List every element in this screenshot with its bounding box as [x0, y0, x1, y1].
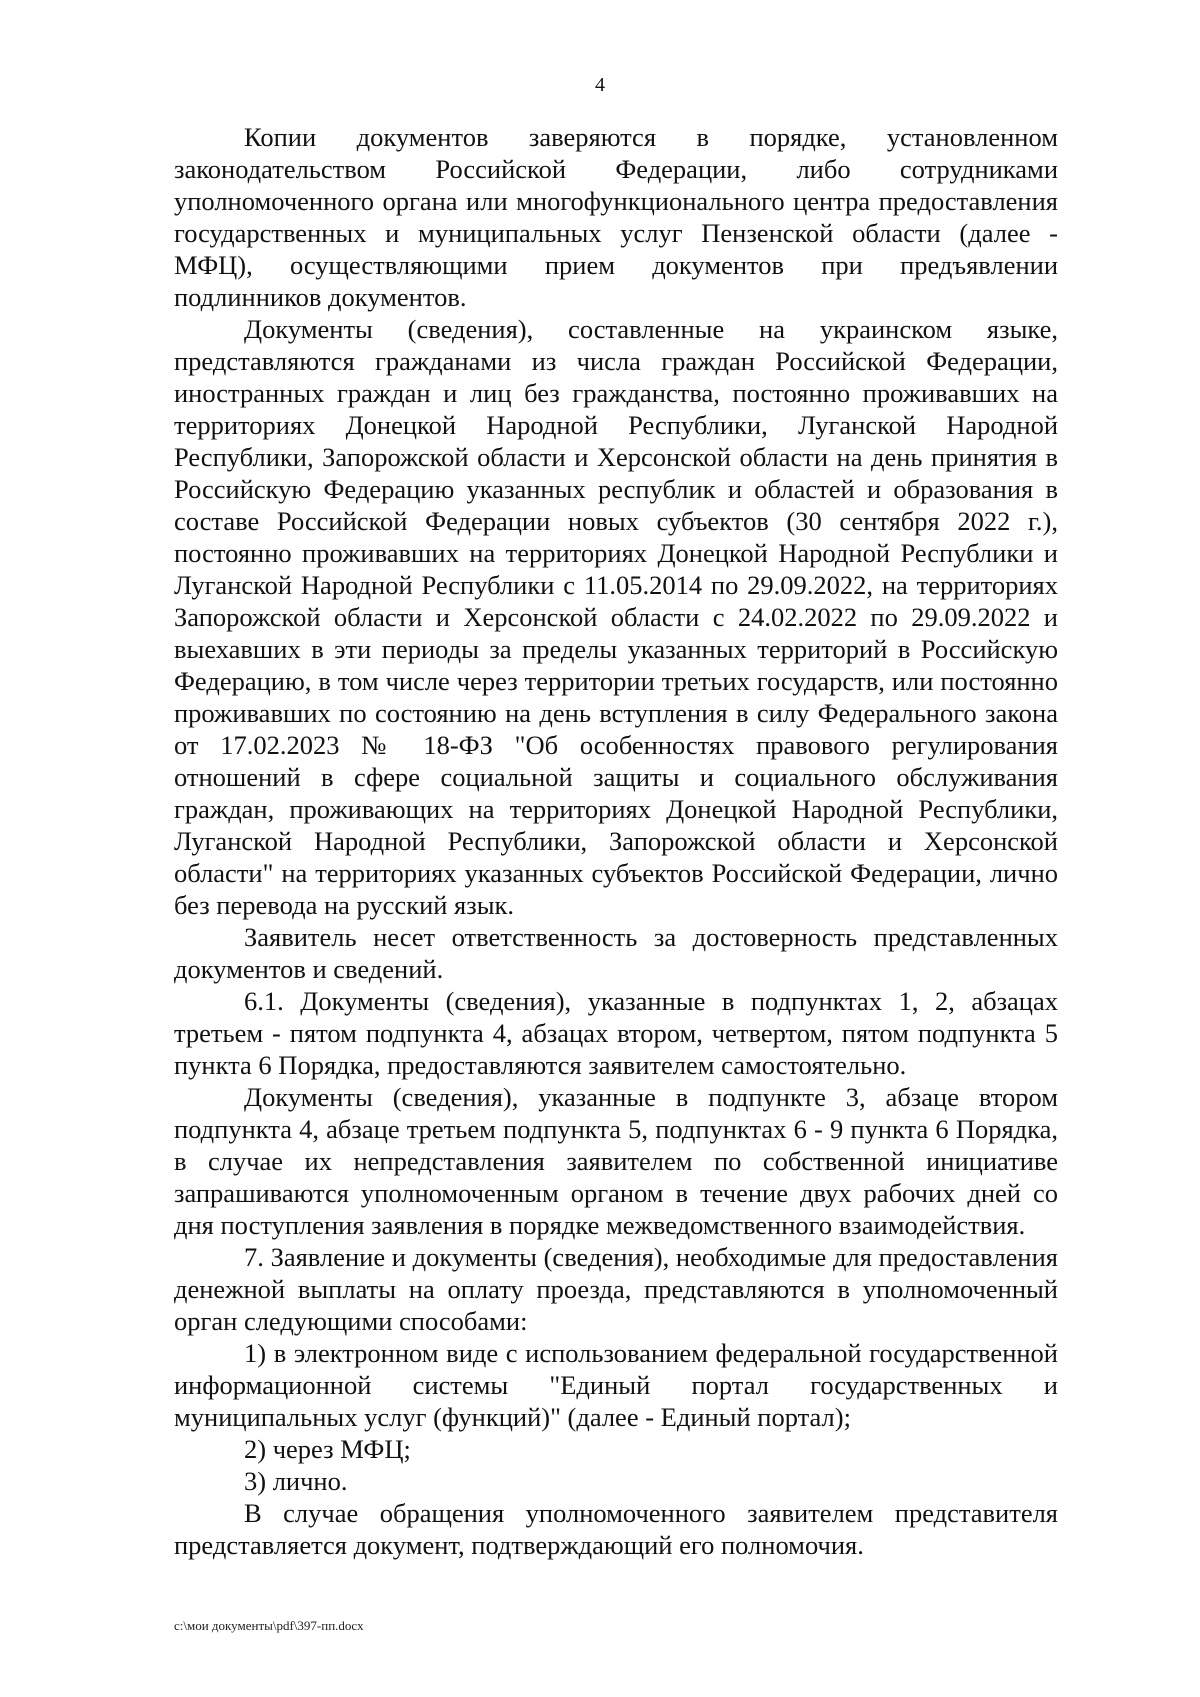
- document-body: [174, 121, 1058, 1561]
- paragraph: 1) в электронном виде с использованием федеральной государственной информационной системы "Единый портал государственных и муниципальных услуг (функций)" (далее - Единый портал);: [174, 1338, 1058, 1432]
- footer-file-path: c:\мои документы\pdf\397-пп.docx: [174, 1618, 364, 1633]
- paragraph: В случае обращения уполномоченного заявителем представителя представляется документ, подтверждающий его полномочия.: [174, 1498, 1058, 1560]
- paragraph: Копии документов заверяются в порядке, установленном законодательством Российской Федерации, либо сотрудниками уполномоченного органа или многофункционального центра предоставления государственных и муниципальных услуг Пензенской области (далее - МФЦ), осуществляющими прием документов при предъявлении подлинников документов.: [174, 122, 1058, 312]
- paragraph: 7. Заявление и документы (сведения), необходимые для предоставления денежной выплаты на оплату проезда, представляются в уполномоченный орган следующими способами:: [174, 1242, 1058, 1336]
- paragraph: 2) через МФЦ;: [244, 1434, 411, 1464]
- paragraph: 6.1. Документы (сведения), указанные в подпунктах 1, 2, абзацах третьем - пятом подпункта 4, абзацах втором, четвертом, пятом подпункта 5 пункта 6 Порядка, предоставляются заявителем самостоятельно.: [174, 986, 1058, 1080]
- paragraph: Документы (сведения), указанные в подпункте 3, абзаце втором подпункта 4, абзаце третьем подпункта 5, подпунктах 6 - 9 пункта 6 Порядка, в случае их непредставления заявителем по собственной инициативе запрашиваются уполномоченным органом в течение двух рабочих дней со дня поступления заявления в порядке межведомственного взаимодействия.: [174, 1082, 1058, 1240]
- paragraph: Документы (сведения), составленные на украинском языке, представляются гражданами из числа граждан Российской Федерации, иностранных граждан и лиц без гражданства, постоянно проживавших на территориях Донецкой Народной Республики, Луганской Народной Республики, Запорожской области и Херсонской области на день принятия в Российскую Федерацию указанных республик и областей и образования в составе Российской Федерации новых субъектов (30 сентября 2022 г.), постоянно проживавших на территориях Донецкой Народной Республики и Луганской Народной Республики с 11.05.2014 по 29.09.2022, на территориях Запорожской области и Херсонской области с 24.02.2022 по 29.09.2022 и выехавших в эти периоды за пределы указанных территорий в Российскую Федерацию, в том числе через территории третьих государств, или постоянно проживавших по состоянию на день вступления в силу Федерального закона от 17.02.2023 № 18-ФЗ "Об особенностях правового регулирования отношений в сфере социальной защиты и социального обслуживания граждан, проживающих на территориях Донецкой Народной Республики, Луганской Народной Республики, Запорожской области и Херсонской области" на территориях указанных субъектов Российской Федерации, лично без перевода на русский язык.: [174, 314, 1058, 920]
- paragraph: 3) лично.: [244, 1466, 348, 1496]
- page-number: 4: [595, 74, 605, 96]
- paragraph: Заявитель несет ответственность за достоверность представленных документов и сведений.: [174, 922, 1058, 984]
